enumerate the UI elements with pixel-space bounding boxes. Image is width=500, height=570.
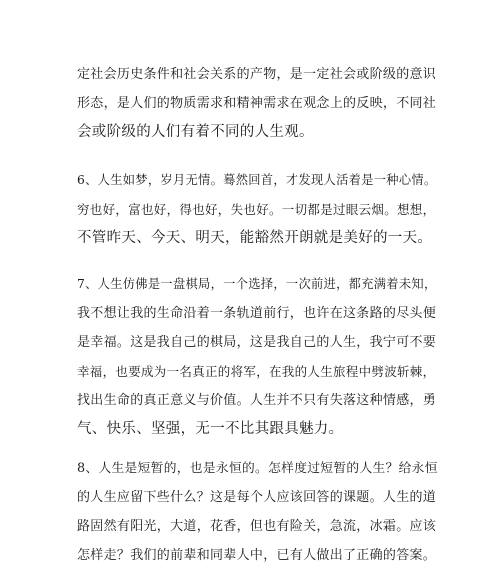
text-line: 路固然有阳光，大道，花香，但也有险关，急流，冰霜。应该 <box>77 519 437 534</box>
text-line: 定社会历史条件和社会关系的产物，是一定社会或阶级的意识 <box>77 67 437 82</box>
text-line: 怎样走？我们的前辈和同辈人中，已有人做出了正确的答案。 <box>77 548 437 563</box>
text-line: 不管昨天、今天、明天，能豁然开朗就是美好的一天。 <box>77 230 433 246</box>
paragraph-1 <box>77 60 437 147</box>
text-line: 是幸福。这是我自己的棋局，这是我自己的人生，我宁可不要 <box>77 335 437 350</box>
text-line: 形态，是人们的物质需求和精神需求在观念上的反映，不同社 <box>77 96 437 111</box>
text-line: 会或阶级的人们有着不同的人生观。 <box>77 124 314 140</box>
text-line: 幸福，也要成为一名真正的将军，在我的人生旅程中劈波斩棘， <box>77 364 436 379</box>
text-line: 的人生应留下些什么？这是每个人应该回答的课题。人生的道 <box>77 490 437 505</box>
text-line: 6、人生如梦，岁月无情。蓦然回首，才发现人活着是一种心情。 <box>77 173 437 187</box>
paragraph-7 <box>77 270 437 444</box>
paragraph-6 <box>77 166 437 253</box>
text-line: 7、人生仿佛是一盘棋局，一个选择，一次前进，都充满着未知， <box>77 277 437 291</box>
text-line: 气、快乐、坚强，无一不比其跟具魅力。 <box>77 421 344 437</box>
text-line: 找出生命的真正意义与价值。人生并不只有失落这种情感，勇 <box>77 393 437 408</box>
paragraph-8 <box>77 454 437 570</box>
text-line: 8、人生是短暂的，也是永恒的。怎样度过短暂的人生？给永恒 <box>77 461 438 476</box>
text-line: 我不想让我的生命沿着一条轨道前行，也许在这条路的尽头便 <box>77 306 437 321</box>
text-line: 穷也好，富也好，得也好，失也好。一切都是过眼云烟。想想， <box>77 202 436 217</box>
